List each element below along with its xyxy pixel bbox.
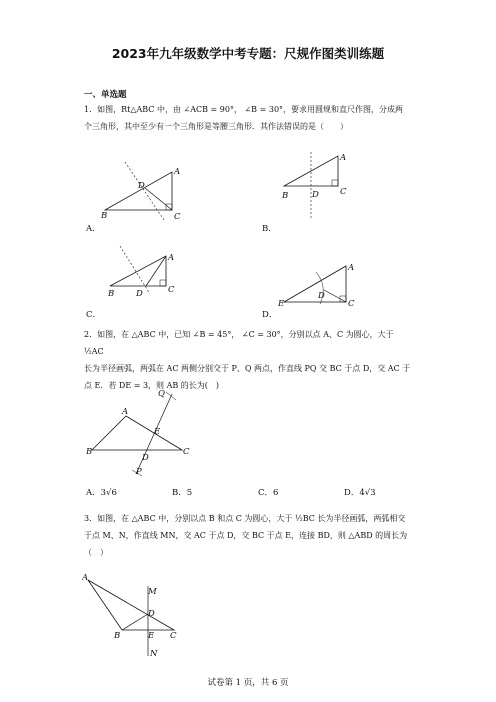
label-a: A xyxy=(168,253,175,263)
q2-text xyxy=(84,326,414,394)
q2-line2: 长为半径画弧，两弧在 AC 两侧分别交于 P、Q 两点，作直线 PQ 交 BC 于点 D，交 AC 于 xyxy=(84,364,411,373)
document-title: 2023年九年级数学中考专题：尺规作图类训练题 xyxy=(111,46,385,61)
q2-option-c: C．6 xyxy=(258,488,279,498)
label-e: E xyxy=(154,427,161,437)
q1-line2: 个三角形，其中至少有一个三角形是等腰三角形．其作法错误的是（ ） xyxy=(84,122,348,131)
label-m: M xyxy=(148,587,157,597)
label-e: E xyxy=(148,631,155,641)
q2-line1: 2．如图，在 △ABC 中，已知 ∠B = 45°， ∠C = 30°，分别以点 A、C 为圆心，大于 ½AC xyxy=(84,330,394,356)
label-d: D xyxy=(148,609,155,619)
label-c: C xyxy=(183,447,190,457)
q1-line1: 1．如图，Rt△ABC 中，由 ∠ACB = 90°， ∠B = 30°，要求用圆规和直尺作图，分成两 xyxy=(84,105,404,114)
q2-figure xyxy=(86,388,196,480)
label-e: E xyxy=(278,299,285,309)
q1-option-b: B． xyxy=(262,224,277,234)
label-a: A xyxy=(174,167,181,177)
section-heading: 一、单选题 xyxy=(84,90,127,100)
label-q: Q xyxy=(158,389,165,399)
label-b: B xyxy=(282,191,289,201)
q1-figure-a xyxy=(100,158,190,226)
label-c: C xyxy=(168,285,175,295)
q1-option-c: C． xyxy=(86,310,102,320)
label-b: B xyxy=(101,211,108,221)
q1-figure-d xyxy=(276,256,366,310)
label-b: B xyxy=(114,631,121,641)
label-d: D xyxy=(312,190,319,200)
q3-line2: 于点 M、N，作直线 MN，交 AC 于点 D，交 BC 于点 E，连接 BD，则 △ABD 的周长为 xyxy=(84,531,408,540)
label-c: C xyxy=(348,299,355,309)
q3-text xyxy=(84,510,414,561)
q2-option-b: B．5 xyxy=(172,488,193,498)
q3-figure xyxy=(82,572,182,658)
label-n: N xyxy=(150,649,158,658)
q1-option-a: A． xyxy=(86,224,101,234)
label-d: D xyxy=(142,453,149,463)
q2-line3: 点 E．若 DE = 3，则 AB 的长为( ) xyxy=(84,381,220,390)
page-footer: 试卷第 1 页，共 6 页 xyxy=(207,678,289,688)
label-c: C xyxy=(174,212,181,222)
q3-line3: （ ） xyxy=(84,548,108,557)
q1-text xyxy=(84,101,414,135)
label-c: C xyxy=(170,631,177,641)
label-a: A xyxy=(122,407,129,417)
label-p: P xyxy=(136,467,142,477)
q3-line1: 3．如图，在 △ABC 中，分别以点 B 和点 C 为圆心，大于 ½BC 长为半径画弧，两弧相交 xyxy=(84,514,406,523)
label-b: B xyxy=(108,289,115,299)
label-d: D xyxy=(138,181,145,191)
q1-option-d: D． xyxy=(262,310,278,320)
label-c: C xyxy=(340,187,347,197)
label-a: A xyxy=(340,153,347,163)
q1-figure-c xyxy=(104,244,184,304)
label-d: D xyxy=(136,289,143,299)
label-a: A xyxy=(348,263,355,273)
label-d: D xyxy=(318,291,325,301)
label-b: B xyxy=(86,447,93,457)
q2-option-a: A．3√6 xyxy=(86,488,117,498)
q1-figure-b xyxy=(280,150,360,222)
label-a: A xyxy=(82,573,89,583)
q2-option-d: D．4√3 xyxy=(344,488,376,498)
